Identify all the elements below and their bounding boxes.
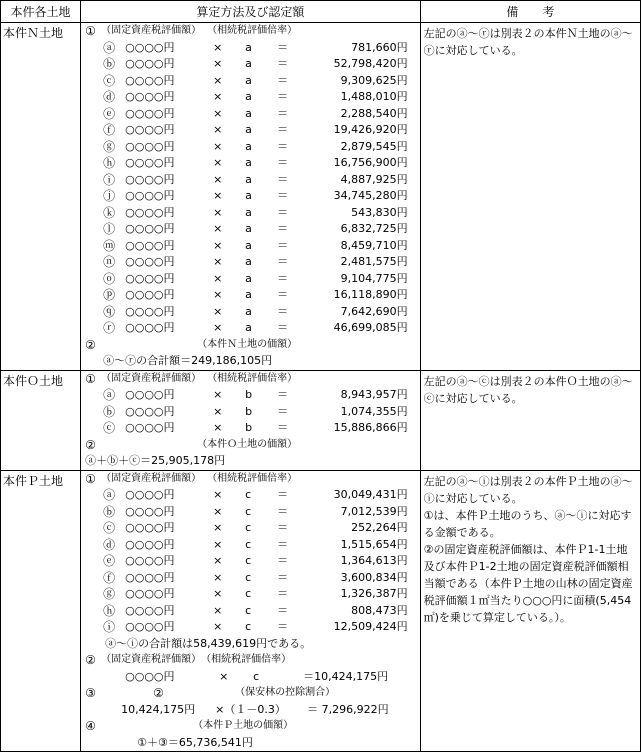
- calc-cell: [81, 23, 421, 371]
- row-equals: ＝: [277, 40, 289, 54]
- remark-text: 左記のⓐ～ⓘは別表２の本件Ｐ土地のⓐ～ⓘに対応している。: [423, 474, 633, 505]
- row-times: ×: [213, 321, 223, 334]
- calc-head: ① （固定資産税評価額） （相続税評価倍率）: [85, 471, 298, 486]
- row-times: ×: [213, 238, 223, 252]
- row-result: 52,798,420円: [333, 57, 408, 70]
- row-letter: ⓗ: [103, 156, 116, 170]
- row-letter: ⓗ: [103, 603, 116, 618]
- row-times: ×: [213, 504, 223, 518]
- row-result: 4,887,925円: [340, 172, 408, 186]
- remark-text: 左記のⓐ～ⓡは別表２の本件Ｎ土地のⓐ～ⓡに対応している。: [423, 27, 633, 57]
- row-letter: ⓖ: [103, 139, 116, 154]
- row-equals: ＝: [277, 603, 289, 617]
- row-multiplier: a: [245, 90, 252, 103]
- row-equals: ＝: [277, 504, 289, 518]
- row-letter: ⓐ: [103, 388, 116, 402]
- calc-row: [81, 254, 420, 271]
- row-letter: ⓖ: [103, 587, 116, 601]
- row-multiplier: a: [245, 172, 252, 186]
- calc-row: [81, 172, 420, 189]
- calc-total: ⓐ＋ⓑ＋ⓒ＝25,905,178円: [85, 454, 226, 467]
- row-times: ×: [213, 488, 223, 501]
- row-times: ×: [213, 587, 223, 600]
- row-base: ○○○○円: [125, 388, 175, 401]
- row-letter: ⓑ: [103, 57, 116, 71]
- row-equals: ＝: [277, 570, 289, 584]
- calc-rows: [81, 387, 420, 437]
- row-base: ○○○○円: [125, 570, 175, 584]
- row-base: ○○○○円: [125, 504, 175, 518]
- row-multiplier: a: [245, 304, 252, 318]
- calc-row: [81, 155, 420, 172]
- row-letter: ⓔ: [103, 106, 116, 121]
- row-result: 7,642,690円: [340, 304, 408, 318]
- calc-row: [81, 106, 420, 123]
- calc-head: ① （固定資産税評価額） （相続税評価倍率）: [85, 371, 298, 386]
- row-result: 252,264円: [351, 521, 408, 534]
- row-equals: ＝: [277, 271, 289, 285]
- row-result: 1,364,613円: [340, 554, 408, 567]
- row-multiplier: a: [245, 321, 252, 334]
- row-equals: ＝: [277, 554, 289, 567]
- calc-row: [81, 404, 420, 421]
- row-equals: ＝: [277, 288, 289, 301]
- row-times: ×: [213, 90, 223, 103]
- row-times: ×: [213, 172, 223, 186]
- row-times: ×: [213, 205, 223, 219]
- row-result: 3,600,834円: [340, 570, 408, 584]
- calc-row: [81, 122, 420, 139]
- row-letter: ⓜ: [103, 238, 116, 253]
- calc-rows: [81, 487, 420, 636]
- remarks-cell: [420, 23, 640, 371]
- calc-step2: ② （固定資産税評価額） （相続税評価倍率）: [85, 653, 292, 667]
- row-equals: ＝: [277, 488, 289, 501]
- row-times: ×: [213, 40, 223, 54]
- row-letter: ⓒ: [103, 521, 116, 535]
- row-result: 1,515,654円: [340, 537, 408, 551]
- row-result: 9,104,775円: [340, 271, 408, 285]
- row-multiplier: a: [245, 222, 252, 235]
- row-multiplier: c: [245, 603, 252, 617]
- calc-row: [81, 520, 420, 537]
- row-multiplier: a: [245, 40, 252, 54]
- row-equals: ＝: [277, 238, 289, 252]
- row-letter: ⓔ: [103, 554, 116, 568]
- row-base: ○○○○円: [125, 73, 175, 87]
- row-equals: ＝: [277, 537, 289, 551]
- row-base: ○○○○円: [125, 537, 175, 551]
- row-multiplier: a: [245, 57, 252, 70]
- row-letter: ⓘ: [103, 620, 116, 634]
- row-base: ○○○○円: [125, 404, 175, 418]
- row-multiplier: c: [245, 554, 252, 567]
- calc-step2: ② （本件Ｏ土地の価額）: [85, 437, 298, 452]
- row-times: ×: [213, 73, 223, 87]
- calc-row: [81, 553, 420, 570]
- row-letter: ⓐ: [103, 488, 116, 502]
- row-letter: ⓕ: [103, 123, 116, 137]
- row-result: 19,426,920円: [333, 123, 408, 136]
- row-letter: ⓑ: [103, 404, 116, 419]
- row-result: 12,509,424円: [333, 620, 408, 633]
- row-base: ○○○○円: [125, 321, 175, 334]
- row-letter: ⓟ: [103, 288, 116, 302]
- row-equals: ＝: [277, 172, 289, 186]
- row-equals: ＝: [277, 123, 289, 136]
- calc-total: ⓐ～ⓡの合計額＝249,186,105円: [103, 354, 273, 367]
- calc-row: [81, 320, 420, 337]
- row-multiplier: c: [245, 504, 252, 518]
- land-name: 本件Ｎ土地: [1, 23, 81, 371]
- calc-row: [81, 487, 420, 504]
- row-base: ○○○○円: [125, 40, 175, 54]
- remark-text: ②の固定資産税評価額は、本件Ｐ1-1土地及び本件Ｐ1-2土地の固定資産税評価額相当額である（本件Ｐ土地の山林の固定資産税評価額１㎡当たり○○○円に面積(5,454㎡)を乗じて算定している。）。: [423, 542, 633, 624]
- row-result: 808,473円: [351, 603, 408, 617]
- calc-row: [81, 271, 420, 288]
- row-letter: ⓓ: [103, 90, 116, 104]
- row-times: ×: [213, 222, 223, 235]
- row-base: ○○○○円: [125, 156, 175, 169]
- row-multiplier: a: [245, 156, 252, 169]
- row-times: ×: [213, 537, 223, 551]
- row-multiplier: a: [245, 106, 252, 120]
- row-result: 6,832,725円: [340, 222, 408, 235]
- row-result: 2,288,540円: [340, 106, 408, 120]
- row-result: 1,326,387円: [340, 587, 408, 600]
- row-multiplier: c: [245, 521, 252, 534]
- row-times: ×: [213, 603, 223, 617]
- row-times: ×: [213, 106, 223, 120]
- row-result: 15,886,866円: [333, 421, 408, 434]
- remarks-cell: [420, 370, 640, 470]
- row-result: 1,074,355円: [340, 404, 408, 418]
- row-times: ×: [213, 288, 223, 301]
- row-base: ○○○○円: [125, 554, 175, 567]
- calc-step2: ② （本件Ｎ土地の価額）: [85, 337, 298, 352]
- row-times: ×: [213, 156, 223, 169]
- row-multiplier: a: [245, 123, 252, 136]
- row-times: ×: [213, 620, 223, 633]
- row-base: ○○○○円: [125, 222, 175, 235]
- row-times: ×: [213, 271, 223, 285]
- row-multiplier: a: [245, 205, 252, 219]
- row-letter: ⓝ: [103, 255, 116, 269]
- calc-step4: ④ （本件Ｐ土地の価額）: [85, 719, 294, 733]
- section-n: [1, 23, 641, 371]
- row-letter: ⓛ: [103, 222, 116, 236]
- calc-row: [81, 221, 420, 238]
- row-letter: ⓒ: [103, 421, 116, 435]
- row-equals: ＝: [277, 388, 289, 401]
- row-equals: ＝: [277, 222, 289, 235]
- row-base: ○○○○円: [125, 255, 175, 268]
- row-equals: ＝: [277, 205, 289, 219]
- calc-step3: ③ ② （保安林の控除割合）: [85, 686, 336, 700]
- calc-row: [81, 504, 420, 521]
- row-multiplier: a: [245, 238, 252, 252]
- row-base: ○○○○円: [125, 521, 175, 534]
- row-equals: ＝: [277, 404, 289, 418]
- row-result: 30,049,431円: [333, 488, 408, 501]
- row-times: ×: [213, 189, 223, 202]
- header-method: 算定方法及び認定額: [81, 1, 421, 23]
- row-times: ×: [213, 139, 223, 153]
- row-base: ○○○○円: [125, 172, 175, 186]
- row-multiplier: a: [245, 139, 252, 153]
- row-times: ×: [213, 404, 223, 418]
- calc-row: [81, 205, 420, 222]
- row-base: ○○○○円: [125, 620, 175, 633]
- row-result: 2,879,545円: [340, 139, 408, 153]
- row-base: ○○○○円: [125, 90, 175, 103]
- row-times: ×: [213, 304, 223, 318]
- calc-row: [81, 73, 420, 90]
- row-times: ×: [213, 554, 223, 567]
- row-multiplier: c: [245, 488, 252, 501]
- calc-rows: [81, 40, 420, 337]
- calc-row: [81, 139, 420, 156]
- row-letter: ⓞ: [103, 271, 116, 286]
- row-multiplier: a: [245, 73, 252, 87]
- calc-row: [81, 304, 420, 321]
- calc-step3-formula: 10,424,175円 ×（１－0.3） ＝ 7,296,922円: [121, 702, 389, 716]
- row-result: 543,830円: [351, 205, 408, 219]
- row-equals: ＝: [277, 139, 289, 153]
- row-multiplier: c: [245, 570, 252, 584]
- calc-row: [81, 40, 420, 57]
- row-letter: ⓙ: [103, 189, 116, 203]
- row-letter: ⓕ: [103, 570, 116, 585]
- row-result: 8,459,710円: [340, 238, 408, 252]
- row-base: ○○○○円: [125, 603, 175, 617]
- row-base: ○○○○円: [125, 189, 175, 202]
- row-base: ○○○○円: [125, 123, 175, 136]
- row-multiplier: b: [245, 388, 253, 401]
- row-multiplier: c: [245, 620, 252, 633]
- row-multiplier: b: [245, 421, 253, 434]
- row-multiplier: c: [245, 587, 252, 600]
- row-letter: ⓡ: [103, 321, 116, 335]
- row-equals: ＝: [277, 620, 289, 633]
- row-letter: ⓘ: [103, 172, 116, 187]
- remark-text: ①は、本件Ｐ土地のうち、ⓐ～ⓘに対応する金額である。: [423, 508, 632, 539]
- calc-row: [81, 537, 420, 554]
- calc-head: ① （固定資産税評価額） （相続税評価倍率）: [85, 24, 298, 38]
- row-equals: ＝: [277, 73, 289, 87]
- row-result: 46,699,085円: [333, 321, 408, 334]
- row-letter: ⓚ: [103, 205, 116, 220]
- row-letter: ⓐ: [103, 40, 116, 55]
- row-result: 1,488,010円: [340, 90, 408, 103]
- section-o: [1, 370, 641, 470]
- row-letter: ⓑ: [103, 504, 116, 519]
- row-times: ×: [213, 521, 223, 534]
- header-row: [1, 1, 641, 23]
- remarks-cell: [420, 470, 640, 752]
- calc-row: [81, 287, 420, 304]
- row-equals: ＝: [277, 255, 289, 268]
- row-base: ○○○○円: [125, 304, 175, 318]
- row-result: 16,118,890円: [333, 288, 408, 301]
- row-result: 9,309,625円: [340, 73, 408, 87]
- row-equals: ＝: [277, 57, 289, 70]
- row-result: 8,943,957円: [340, 388, 408, 401]
- calc-cell: [81, 470, 421, 752]
- row-result: 34,745,280円: [333, 189, 408, 202]
- remark-text: 左記のⓐ～ⓒは別表２の本件Ｏ土地のⓐ～ⓒに対応している。: [423, 374, 633, 405]
- row-multiplier: a: [245, 271, 252, 285]
- row-multiplier: c: [245, 537, 252, 551]
- row-letter: ⓓ: [103, 537, 116, 552]
- row-base: ○○○○円: [125, 106, 175, 120]
- header-remarks: 備 考: [420, 1, 640, 23]
- row-base: ○○○○円: [125, 587, 175, 600]
- row-times: ×: [213, 57, 223, 70]
- row-equals: ＝: [277, 90, 289, 103]
- row-equals: ＝: [277, 521, 289, 534]
- calc-row: [81, 56, 420, 73]
- row-base: ○○○○円: [125, 57, 175, 70]
- section-p: [1, 470, 641, 752]
- calc-sum1: ⓐ～ⓘの合計額は58,439,619円である。: [105, 636, 312, 650]
- row-times: ×: [213, 570, 223, 584]
- calc-total: ①＋③＝65,736,541円: [137, 735, 253, 749]
- row-base: ○○○○円: [125, 139, 175, 153]
- calc-row: [81, 89, 420, 106]
- row-letter: ⓒ: [103, 73, 116, 88]
- row-base: ○○○○円: [125, 238, 175, 252]
- calc-row: [81, 603, 420, 620]
- header-land: 本件各土地: [1, 1, 81, 23]
- row-base: ○○○○円: [125, 288, 175, 301]
- row-base: ○○○○円: [125, 271, 175, 285]
- calc-row: [81, 586, 420, 603]
- land-name: 本件Ｏ土地: [1, 370, 81, 470]
- row-equals: ＝: [277, 106, 289, 120]
- row-multiplier: b: [245, 404, 253, 418]
- row-multiplier: a: [245, 288, 252, 301]
- calc-row: [81, 238, 420, 255]
- row-equals: ＝: [277, 321, 289, 334]
- row-equals: ＝: [277, 587, 289, 600]
- row-times: ×: [213, 421, 223, 434]
- row-result: 781,660円: [351, 40, 408, 54]
- row-times: ×: [213, 388, 223, 401]
- row-equals: ＝: [277, 304, 289, 318]
- calc-cell: [81, 370, 421, 470]
- calc-row: [81, 420, 420, 437]
- row-base: ○○○○円: [125, 421, 175, 434]
- calc-row: [81, 619, 420, 636]
- row-equals: ＝: [277, 189, 289, 202]
- row-result: 2,481,575円: [340, 255, 408, 268]
- row-multiplier: a: [245, 189, 252, 202]
- row-equals: ＝: [277, 421, 289, 434]
- calc-step2-formula: ○○○○円 × c ＝10,424,175円: [125, 669, 389, 683]
- calc-row: [81, 387, 420, 404]
- row-multiplier: a: [245, 255, 252, 268]
- calc-row: [81, 570, 420, 587]
- row-times: ×: [213, 123, 223, 136]
- land-name: 本件Ｐ土地: [1, 470, 81, 752]
- row-equals: ＝: [277, 156, 289, 169]
- row-times: ×: [213, 255, 223, 268]
- row-result: 7,012,539円: [340, 504, 408, 518]
- row-base: ○○○○円: [125, 205, 175, 219]
- row-letter: ⓠ: [103, 304, 116, 319]
- row-result: 16,756,900円: [333, 156, 408, 169]
- row-base: ○○○○円: [125, 488, 175, 501]
- calc-row: [81, 188, 420, 205]
